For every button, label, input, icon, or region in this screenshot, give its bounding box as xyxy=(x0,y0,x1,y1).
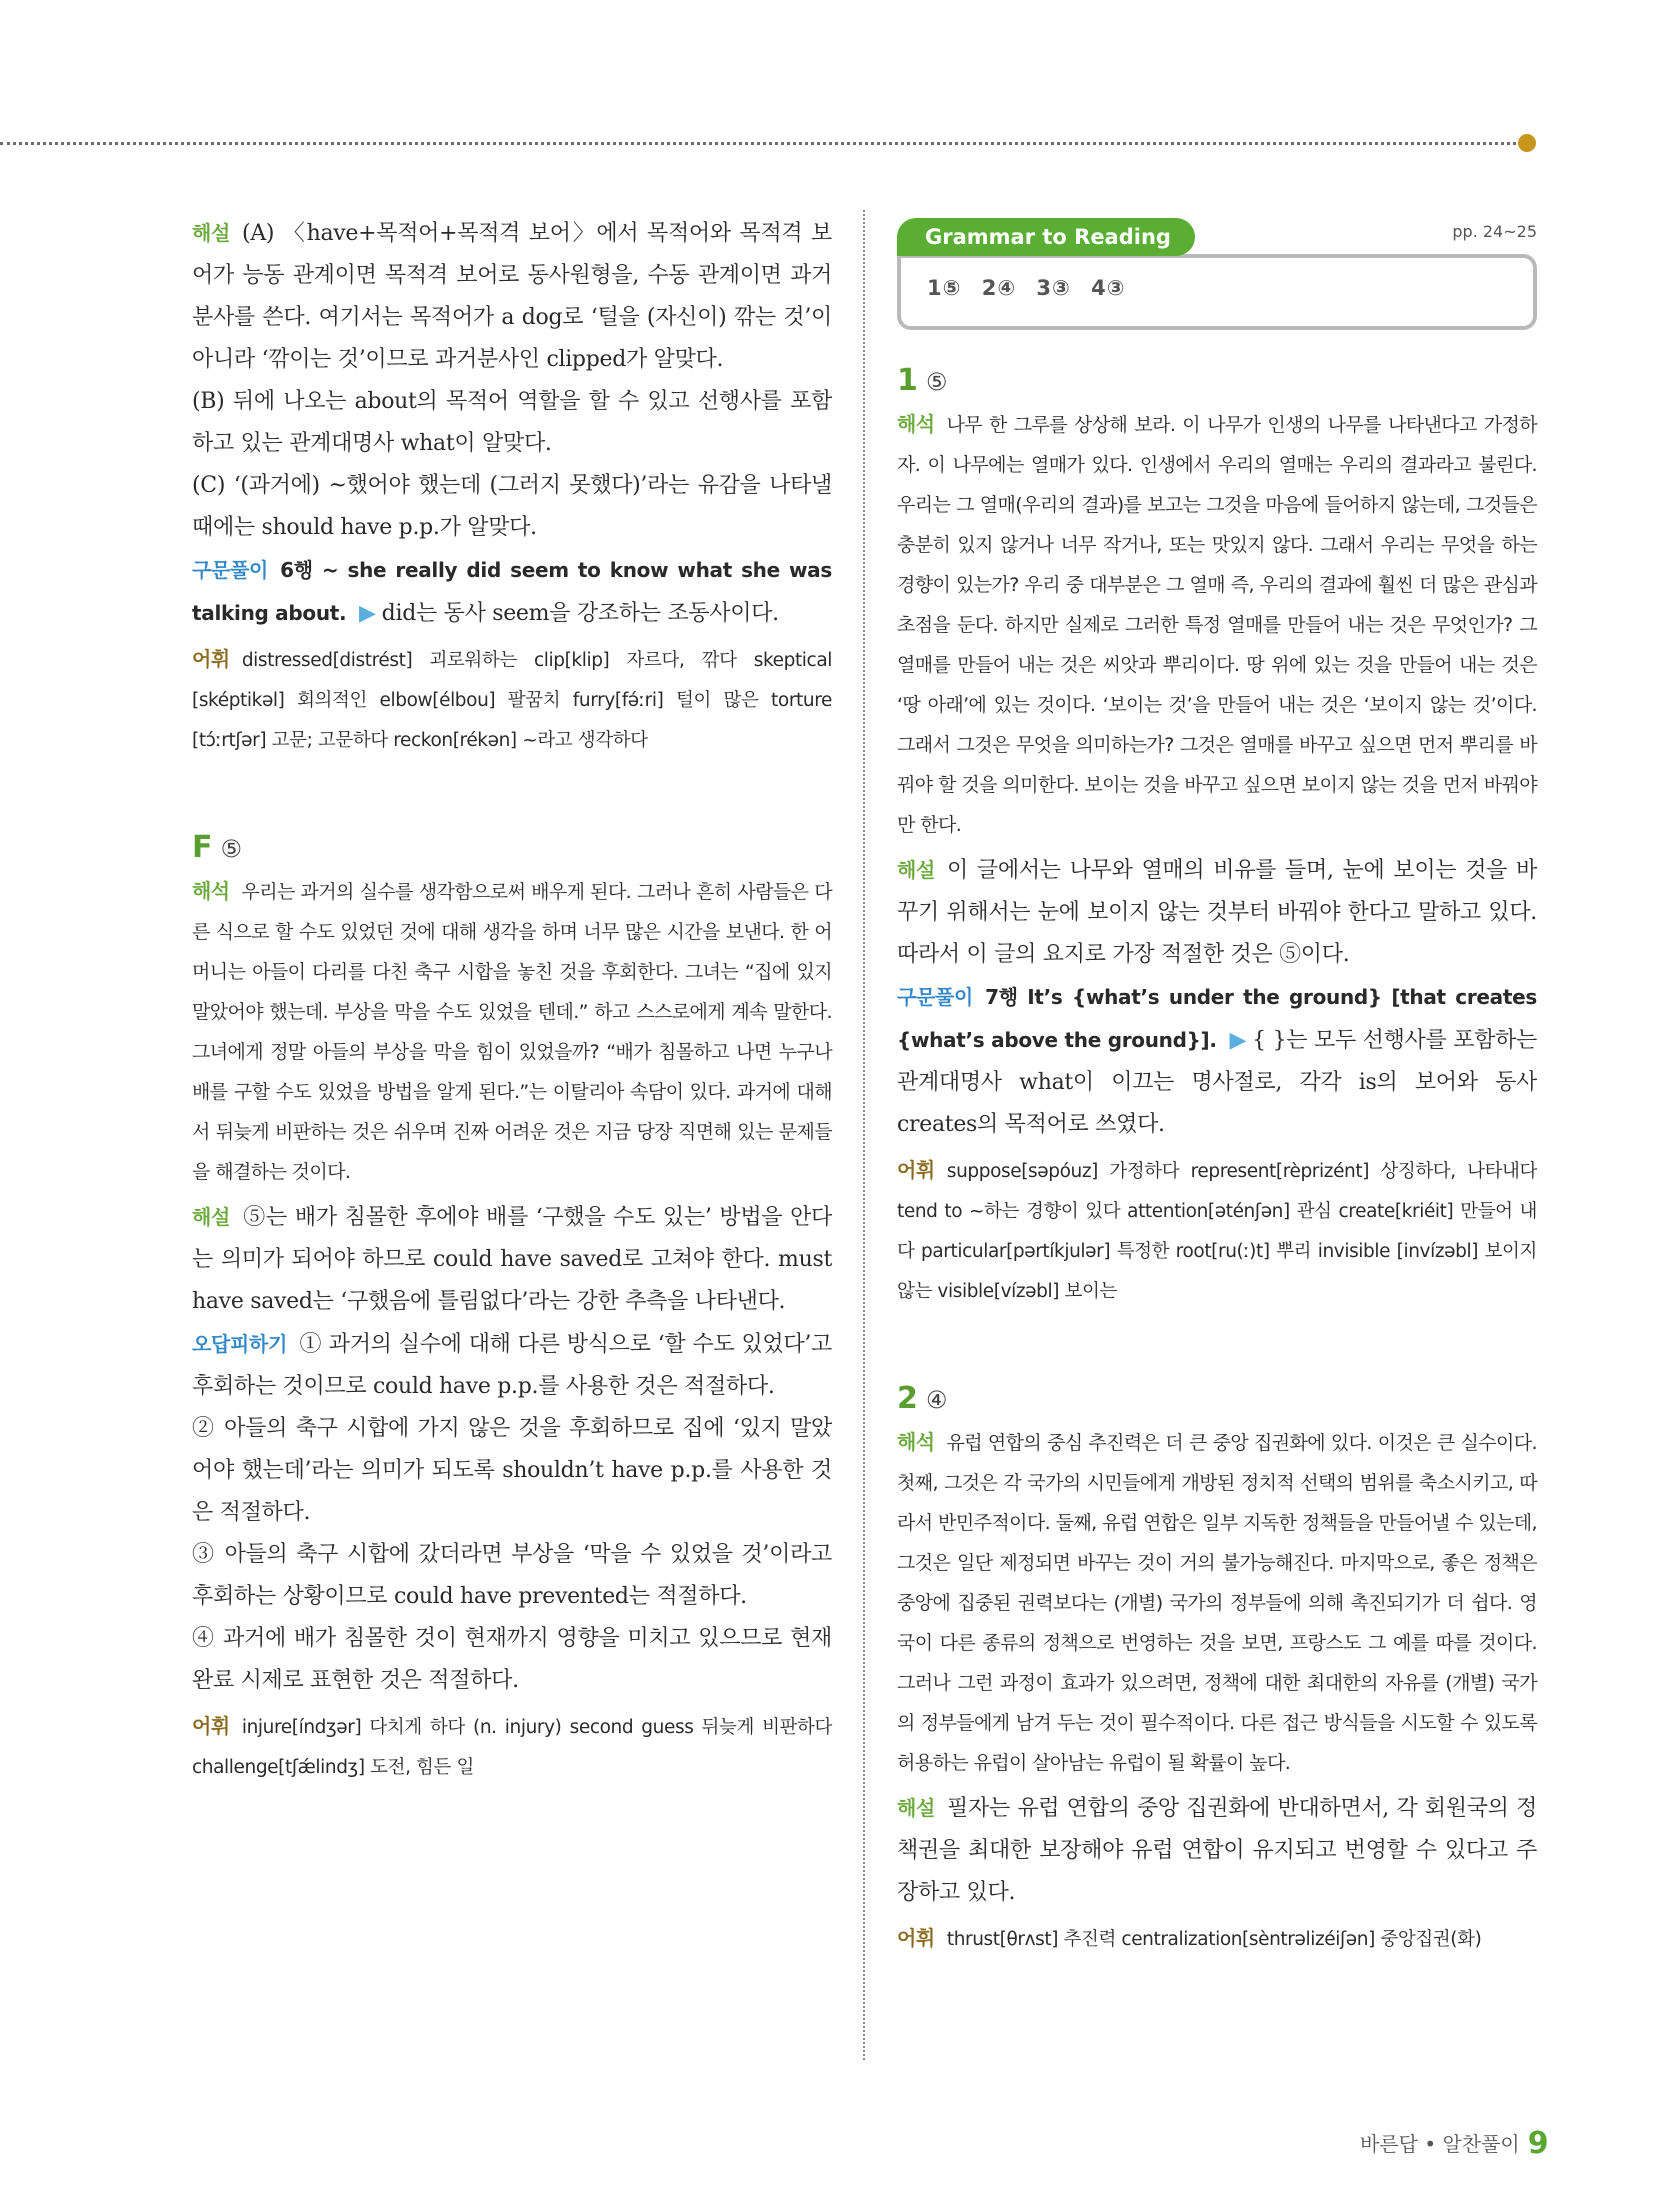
vocabulary-f xyxy=(192,1706,832,1788)
translation-q1 xyxy=(897,404,1537,845)
syntax-note: { }는 모두 선행사를 포함하는 관계대명사 what이 이끄는 명사절로, 각각 is의 보어와 동사 creates의 목적어로 쓰였다. xyxy=(897,1028,1538,1137)
explanation-f-text: ⑤는 배가 침몰한 후에야 배를 ‘구했을 수도 있는’ 방법을 안다는 의미가 되어야 하므로 could have saved로 고쳐야 한다. must have saved는 ‘구했음에 틀림없다’라는 강한 추측을 나타낸다. xyxy=(192,1205,832,1314)
syntax-label: 구문풀이 xyxy=(192,558,269,582)
explanation-q2 xyxy=(897,1787,1537,1914)
translation-q1-text: 나무 한 그루를 상상해 보라. 이 나무가 인생의 나무를 나타낸다고 가정하자. 이 나무에는 열매가 있다. 인생에서 우리의 열매는 우리의 결과라고 불린다. 우리는 그 열매(우리의 결과)를 보고는 그것을 마음에 들어하지 않는데, 그것들은 충분히 있지 않거나 너무 작거나, 또는 맛있지 않다. 그래서 우리는 무엇을 하는 경향이 있는가? 우리 중 대부분은 그 열매 즉, 우리의 결과에 훨씬 더 많은 관심과 초점을 둔다. 하지만 실제로 그러한 특정 열매를 만들어 내는 것은 무엇인가? 그 열매를 만들어 내는 것은 씨앗과 뿌리이다. 땅 위에 있는 것을 만들어 내는 것은 ‘땅 아래’에 있는 것이다. ‘보이는 것’을 만들어 내는 것은 ‘보이지 않는 것’이다. 그래서 그것은 무엇을 의미하는가? 그것은 열매를 바꾸고 싶으면 먼저 뿌리를 바꿔야 할 것을 의미한다. 보이는 것을 바꾸고 싶으면 보이지 않는 것을 먼저 바꿔야만 한다. xyxy=(897,414,1537,836)
explanation-q1 xyxy=(897,849,1537,976)
vocabulary-label: 어휘 xyxy=(897,1926,935,1950)
explanation-label: 해설 xyxy=(897,858,936,882)
vocabulary-f-text: injure[índʒər] 다치게 하다 (n. injury) second guess 뒤늦게 비판하다 challenge[tʃǽlindʒ] 도전, 힘든 일 xyxy=(192,1717,832,1778)
vocabulary-a-text: distressed[distrést] 괴로워하는 clip[klip] 자르다, 깎다 skeptical [sképtikəl] 회의적인 elbow[élbou] 팔꿈치 furry[fə́ːri] 털이 많은 torture [tɔ́ːrtʃər] 고문; 고문하다 reckon[rékən] ~라고 생각하다 xyxy=(192,650,832,751)
vocabulary-label: 어휘 xyxy=(192,1714,230,1738)
right-column xyxy=(897,212,1537,1960)
top-rule-dot xyxy=(1518,134,1536,152)
question-2-number: 2 xyxy=(897,1381,918,1416)
wrong-answer-p3: ③ 아들의 축구 시합에 갔더라면 부상을 ‘막을 수 있었을 것’이라고 후회하는 상황이므로 could have prevented는 적절하다. xyxy=(192,1542,832,1609)
wrong-answer-p4: ④ 과거에 배가 침몰한 것이 현재까지 영향을 미치고 있으므로 현재완료 시제로 표현한 것은 적절하다. xyxy=(192,1626,832,1693)
syntax-note-a xyxy=(192,549,832,635)
vocabulary-q1-text: suppose[səpóuz] 가정하다 represent[rèprizént] 상징하다, 나타내다 tend to ~하는 경향이 있다 attention[əténʃən] 관심 create[kriéit] 만들어 내다 particular[pərtíkjulər] 특정한 root[ru(ː)t] 뿌리 invisible [invízəbl] 보이지 않는 visible[vízəbl] 보이는 xyxy=(897,1161,1537,1302)
answer-box xyxy=(897,254,1537,330)
page-reference: pp. 24~25 xyxy=(1452,222,1537,241)
explanation-a xyxy=(192,212,832,381)
syntax-quote: It’s {what’s under the ground} [that creates {what’s above the ground}]. xyxy=(897,985,1537,1052)
syntax-line: 6행 xyxy=(280,558,313,582)
page-footer xyxy=(1360,2126,1549,2161)
vocabulary-a xyxy=(192,639,832,761)
section-f-heading xyxy=(192,825,832,871)
vocabulary-q1 xyxy=(897,1150,1537,1312)
explanation-a-p2: (B) 뒤에 나오는 about의 목적어 역할을 할 수 있고 선행사를 포함하고 있는 관계대명사 what이 알맞다. xyxy=(192,389,832,456)
triangle-arrow-icon: ▶ xyxy=(359,601,376,626)
explanation-q2-text: 필자는 유럽 연합의 중앙 집권화에 반대하면서, 각 회원국의 정책권을 최대한 보장해야 유럽 연합이 유지되고 번영할 수 있다고 주장하고 있다. xyxy=(897,1796,1537,1905)
page-number: 9 xyxy=(1527,2126,1549,2161)
triangle-arrow-icon: ▶ xyxy=(1229,1028,1247,1053)
question-1-answer: ⑤ xyxy=(925,368,948,396)
explanation-label: 해설 xyxy=(897,1796,936,1820)
translation-label: 해석 xyxy=(897,412,935,436)
question-1-heading xyxy=(897,358,1537,404)
translation-q2 xyxy=(897,1422,1537,1783)
explanation-label: 해설 xyxy=(192,221,231,245)
column-divider xyxy=(863,210,865,2060)
question-1-number: 1 xyxy=(897,363,918,398)
explanation-a-p1: (A) 〈have+목적어+목적격 보어〉에서 목적어와 목적격 보어가 능동 관계이면 목적격 보어로 동사원형을, 수동 관계이면 과거분사를 쓴다. 여기서는 목적어가 a dog로 ‘털을 (자신이) 깎는 것’이 아니라 ‘깎이는 것’이므로 과거분사인 clipped가 알맞다. xyxy=(192,221,832,372)
wrong-answer-p2: ② 아들의 축구 시합에 가지 않은 것을 후회하므로 집에 ‘있지 말았어야 했는데’라는 의미가 되도록 shouldn’t have p.p.를 사용한 것은 적절하다. xyxy=(192,1416,832,1525)
translation-q2-text: 유럽 연합의 중심 추진력은 더 큰 중앙 집권화에 있다. 이것은 큰 실수이다. 첫째, 그것은 각 국가의 시민들에게 개방된 정치적 선택의 범위를 축소시키고, 따라서 반민주적이다. 둘째, 유럽 연합은 일부 지독한 정책들을 만들어낼 수 있는데, 그것은 일단 제정되면 바꾸는 것이 거의 불가능해진다. 마지막으로, 좋은 정책은 중앙에 집중된 권력보다는 (개별) 국가의 정부들에 의해 촉진되기가 더 쉽다. 영국이 다른 종류의 정책으로 번영하는 것을 보면, 프랑스도 그 예를 따를 것이다. 그러나 그런 과정이 효과가 있으려면, 정책에 대한 최대한의 자유를 (개별) 국가의 정부들에게 남겨 두는 것이 필수적이다. 다른 접근 방식들을 시도할 수 있도록 허용하는 유럽이 살아남는 유럽이 될 확률이 높다. xyxy=(897,1432,1537,1774)
explanation-a-p3: (C) ‘(과거에) ~했어야 했는데 (그러지 못했다)’라는 유감을 나타낼 때에는 should have p.p.가 알맞다. xyxy=(192,473,832,540)
vocabulary-q2-text: thrust[θrʌst] 추진력 centralization[sèntrəlizéiʃən] 중앙집권(화) xyxy=(946,1929,1482,1950)
footer-title: 바른답 • 알찬풀이 xyxy=(1360,2132,1520,2156)
translation-label: 해석 xyxy=(192,879,230,903)
syntax-note: did는 동사 seem을 강조하는 조동사이다. xyxy=(381,601,779,626)
wrong-answer-p1: ① 과거의 실수에 대해 다른 방식으로 ‘할 수도 있었다’고 후회하는 것이므로 could have p.p.를 사용한 것은 적절하다. xyxy=(192,1332,832,1399)
syntax-note-q1 xyxy=(897,976,1537,1146)
explanation-f xyxy=(192,1196,832,1323)
vocabulary-label: 어휘 xyxy=(192,647,230,671)
syntax-line: 7행 xyxy=(985,985,1018,1009)
translation-f xyxy=(192,871,832,1192)
grammar-to-reading-box xyxy=(897,212,1537,330)
translation-label: 해석 xyxy=(897,1430,935,1454)
question-2-heading xyxy=(897,1376,1537,1422)
left-column xyxy=(192,212,832,1788)
translation-f-text: 우리는 과거의 실수를 생각함으로써 배우게 된다. 그러나 흔히 사람들은 다른 식으로 할 수도 있었던 것에 대해 생각을 하며 너무 많은 시간을 보낸다. 한 어머니는 아들이 다리를 다친 축구 시합을 놓친 것을 후회한다. 그녀는 “집에 있지 말았어야 했는데. 부상을 막을 수도 있었을 텐데.” 하고 스스로에게 계속 말한다. 그녀에게 정말 아들의 부상을 막을 힘이 있었을까? “배가 침몰하고 나면 누구나 배를 구할 수도 있었을 방법을 알게 된다.”는 이탈리아 속담이 있다. 과거에 대해서 뒤늦게 비판하는 것은 쉬우며 진짜 어려운 것은 지금 당장 직면해 있는 문제들을 해결하는 것이다. xyxy=(192,881,832,1183)
section-f-answer: ⑤ xyxy=(220,835,243,863)
syntax-quote: ~ she really did seem to know what she was talking about. xyxy=(192,558,832,625)
question-2-answer: ④ xyxy=(925,1386,948,1414)
grammar-to-reading-title: Grammar to Reading xyxy=(897,218,1195,256)
syntax-label: 구문풀이 xyxy=(897,985,974,1009)
explanation-label: 해설 xyxy=(192,1205,231,1229)
wrong-answer-label: 오답피하기 xyxy=(192,1332,288,1356)
answer-key: 1⑤ 2④ 3③ 4③ xyxy=(927,276,1126,300)
section-f-number: F xyxy=(192,830,213,865)
vocabulary-label: 어휘 xyxy=(897,1158,935,1182)
explanation-q1-text: 이 글에서는 나무와 열매의 비유를 들며, 눈에 보이는 것을 바꾸기 위해서는 눈에 보이지 않는 것부터 바꿔야 한다고 말하고 있다. 따라서 이 글의 요지로 가장 적절한 것은 ⑤이다. xyxy=(897,858,1537,967)
vocabulary-q2 xyxy=(897,1918,1537,1960)
wrong-answer-notes xyxy=(192,1323,832,1408)
top-dotted-rule xyxy=(0,142,1528,145)
